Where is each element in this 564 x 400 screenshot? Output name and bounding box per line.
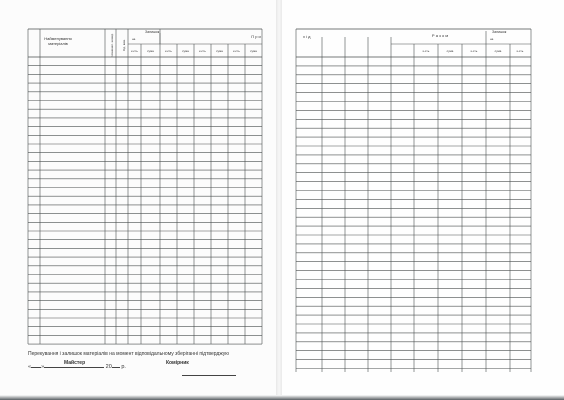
sum-subheader: сума bbox=[446, 49, 454, 53]
date-suffix: р. bbox=[121, 364, 126, 370]
storekeeper-signature-line bbox=[182, 375, 236, 376]
qty-subheader: к-сть bbox=[516, 49, 524, 53]
qty-subheader: к-сть bbox=[470, 49, 478, 53]
code-header: Номенкл. номер bbox=[110, 33, 114, 57]
right-balance-group-header: Залишок bbox=[492, 30, 507, 34]
sum-subheader: сума bbox=[216, 49, 223, 53]
footer-confirmation-note: Перекування і залишок матеріалів на момент відповідальному зберіганні підтверджую bbox=[28, 351, 229, 357]
qty-subheader: к-сть bbox=[422, 49, 430, 53]
right-balance-date-label: на bbox=[490, 37, 494, 41]
sum-subheader: сума bbox=[147, 49, 154, 53]
qty-subheader: к-сть bbox=[199, 49, 206, 53]
balance-date-label: на bbox=[132, 37, 136, 41]
sum-subheader: сума bbox=[494, 49, 502, 53]
sum-subheader: сума bbox=[182, 49, 189, 53]
scan-bottom-edge bbox=[0, 395, 564, 400]
name-header-line1: Найменування bbox=[44, 36, 72, 41]
qty-subheader: к-сть bbox=[233, 49, 240, 53]
issue-group-header: х і д bbox=[303, 34, 311, 39]
name-header-line2: матеріалів bbox=[48, 41, 68, 46]
date-year: 20 bbox=[105, 364, 112, 370]
date-prefix: « bbox=[28, 364, 32, 370]
receipt-group-header: П р и bbox=[251, 34, 261, 39]
qty-subheader: к-сть bbox=[165, 49, 172, 53]
date-mid: » bbox=[41, 364, 45, 370]
sum-subheader: сума bbox=[250, 49, 257, 53]
total-group-header: Р а з о м bbox=[431, 33, 449, 38]
qty-subheader: к-сть bbox=[131, 49, 138, 53]
balance-group-header: Залишок bbox=[145, 30, 160, 34]
storekeeper-label: Комірник bbox=[166, 360, 189, 366]
unit-header: Од. вим. bbox=[122, 39, 126, 51]
master-label: Майстер bbox=[64, 360, 86, 366]
